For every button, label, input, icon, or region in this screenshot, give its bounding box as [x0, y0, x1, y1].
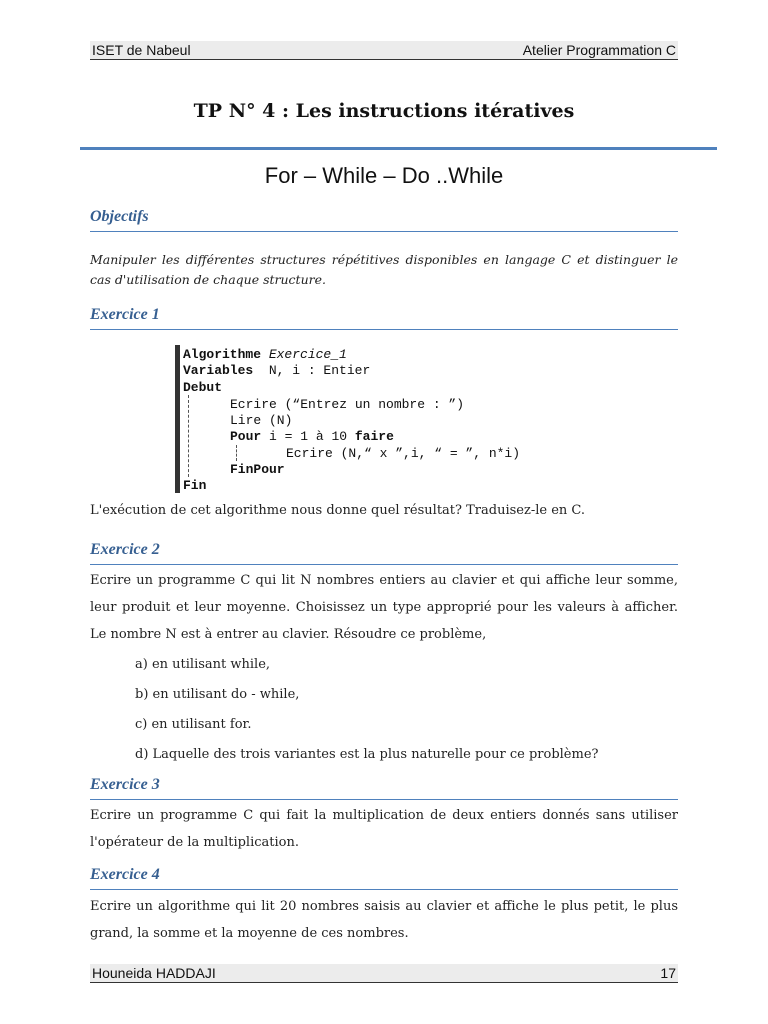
- code-line-7: Ecrire (N,“ x ”,i, “ = ”, n*i): [286, 446, 521, 461]
- section-heading-objectifs: Objectifs: [90, 208, 678, 232]
- section-heading-exercice-3: Exercice 3: [90, 776, 678, 800]
- exercice-2-item-c: c) en utilisant for.: [135, 717, 252, 732]
- page-header: [90, 41, 678, 60]
- code-line-4: Ecrire (“Entrez un nombre : ”): [230, 397, 465, 412]
- exercice-2-item-b: b) en utilisant do - while,: [135, 687, 300, 702]
- header-institution: ISET de Nabeul: [92, 42, 191, 58]
- code-line-9: Fin: [183, 478, 207, 493]
- page-number: 17: [660, 965, 676, 981]
- exercice-3-text: Ecrire un programme C qui fait la multiplication de deux entiers donnés sans utiliser l'opérateur de la multiplication.: [90, 808, 678, 850]
- code-text: N, i : Entier: [268, 363, 371, 378]
- code-line-8: FinPour: [230, 462, 285, 477]
- header-course: Atelier Programmation C: [522, 42, 676, 58]
- exercice-2-item-d: d) Laquelle des trois variantes est la plus naturelle pour ce problème?: [135, 747, 599, 762]
- code-line-6: [230, 429, 394, 444]
- exercice-4-text: Ecrire un algorithme qui lit 20 nombres saisis au clavier et affiche le plus petit, le plus grand, la somme et la moyenne de ces nombres.: [90, 899, 678, 941]
- exercice-1-question: L'exécution de cet algorithme nous donne quel résultat? Traduisez-le en C.: [90, 503, 586, 518]
- exercice-2-text: Ecrire un programme C qui lit N nombres entiers au clavier et qui affiche leur somme, leur produit et leur moyenne. Choisissez un type approprié pour les valeurs à afficher. Le nombre N est à entrer au clavier. Résoudre ce problème,: [90, 573, 678, 642]
- code-indent-guide: [236, 445, 237, 461]
- section-heading-exercice-1: Exercice 1: [90, 306, 678, 330]
- section-heading-exercice-4: Exercice 4: [90, 866, 678, 890]
- code-keyword: Variables: [183, 363, 254, 378]
- code-keyword: faire: [354, 429, 394, 444]
- page-title: TP N° 4 : Les instructions itératives: [193, 100, 575, 122]
- code-algorithm-name: Exercice_1: [268, 347, 347, 362]
- title-divider: [80, 147, 717, 150]
- algorithm-code-block: [175, 345, 600, 493]
- exercice-2-item-a: a) en utilisant while,: [135, 657, 271, 672]
- section-heading-exercice-2: Exercice 2: [90, 541, 678, 565]
- page-footer: [90, 964, 678, 983]
- code-line-1: [183, 347, 347, 362]
- code-line-2: [183, 363, 370, 378]
- code-keyword: Pour: [230, 429, 262, 444]
- code-keyword: Algorithme: [183, 347, 262, 362]
- page-subtitle: For – While – Do ..While: [264, 163, 504, 188]
- code-line-3: Debut: [183, 380, 223, 395]
- code-line-5: Lire (N): [230, 413, 293, 428]
- code-text: i = 1 à 10: [269, 429, 348, 444]
- objectifs-text: Manipuler les différentes structures répétitives disponibles en langage C et distinguer le cas d'utilisation de chaque structure.: [90, 252, 678, 287]
- code-indent-guide: [188, 395, 189, 477]
- footer-author: Houneida HADDAJI: [92, 965, 216, 981]
